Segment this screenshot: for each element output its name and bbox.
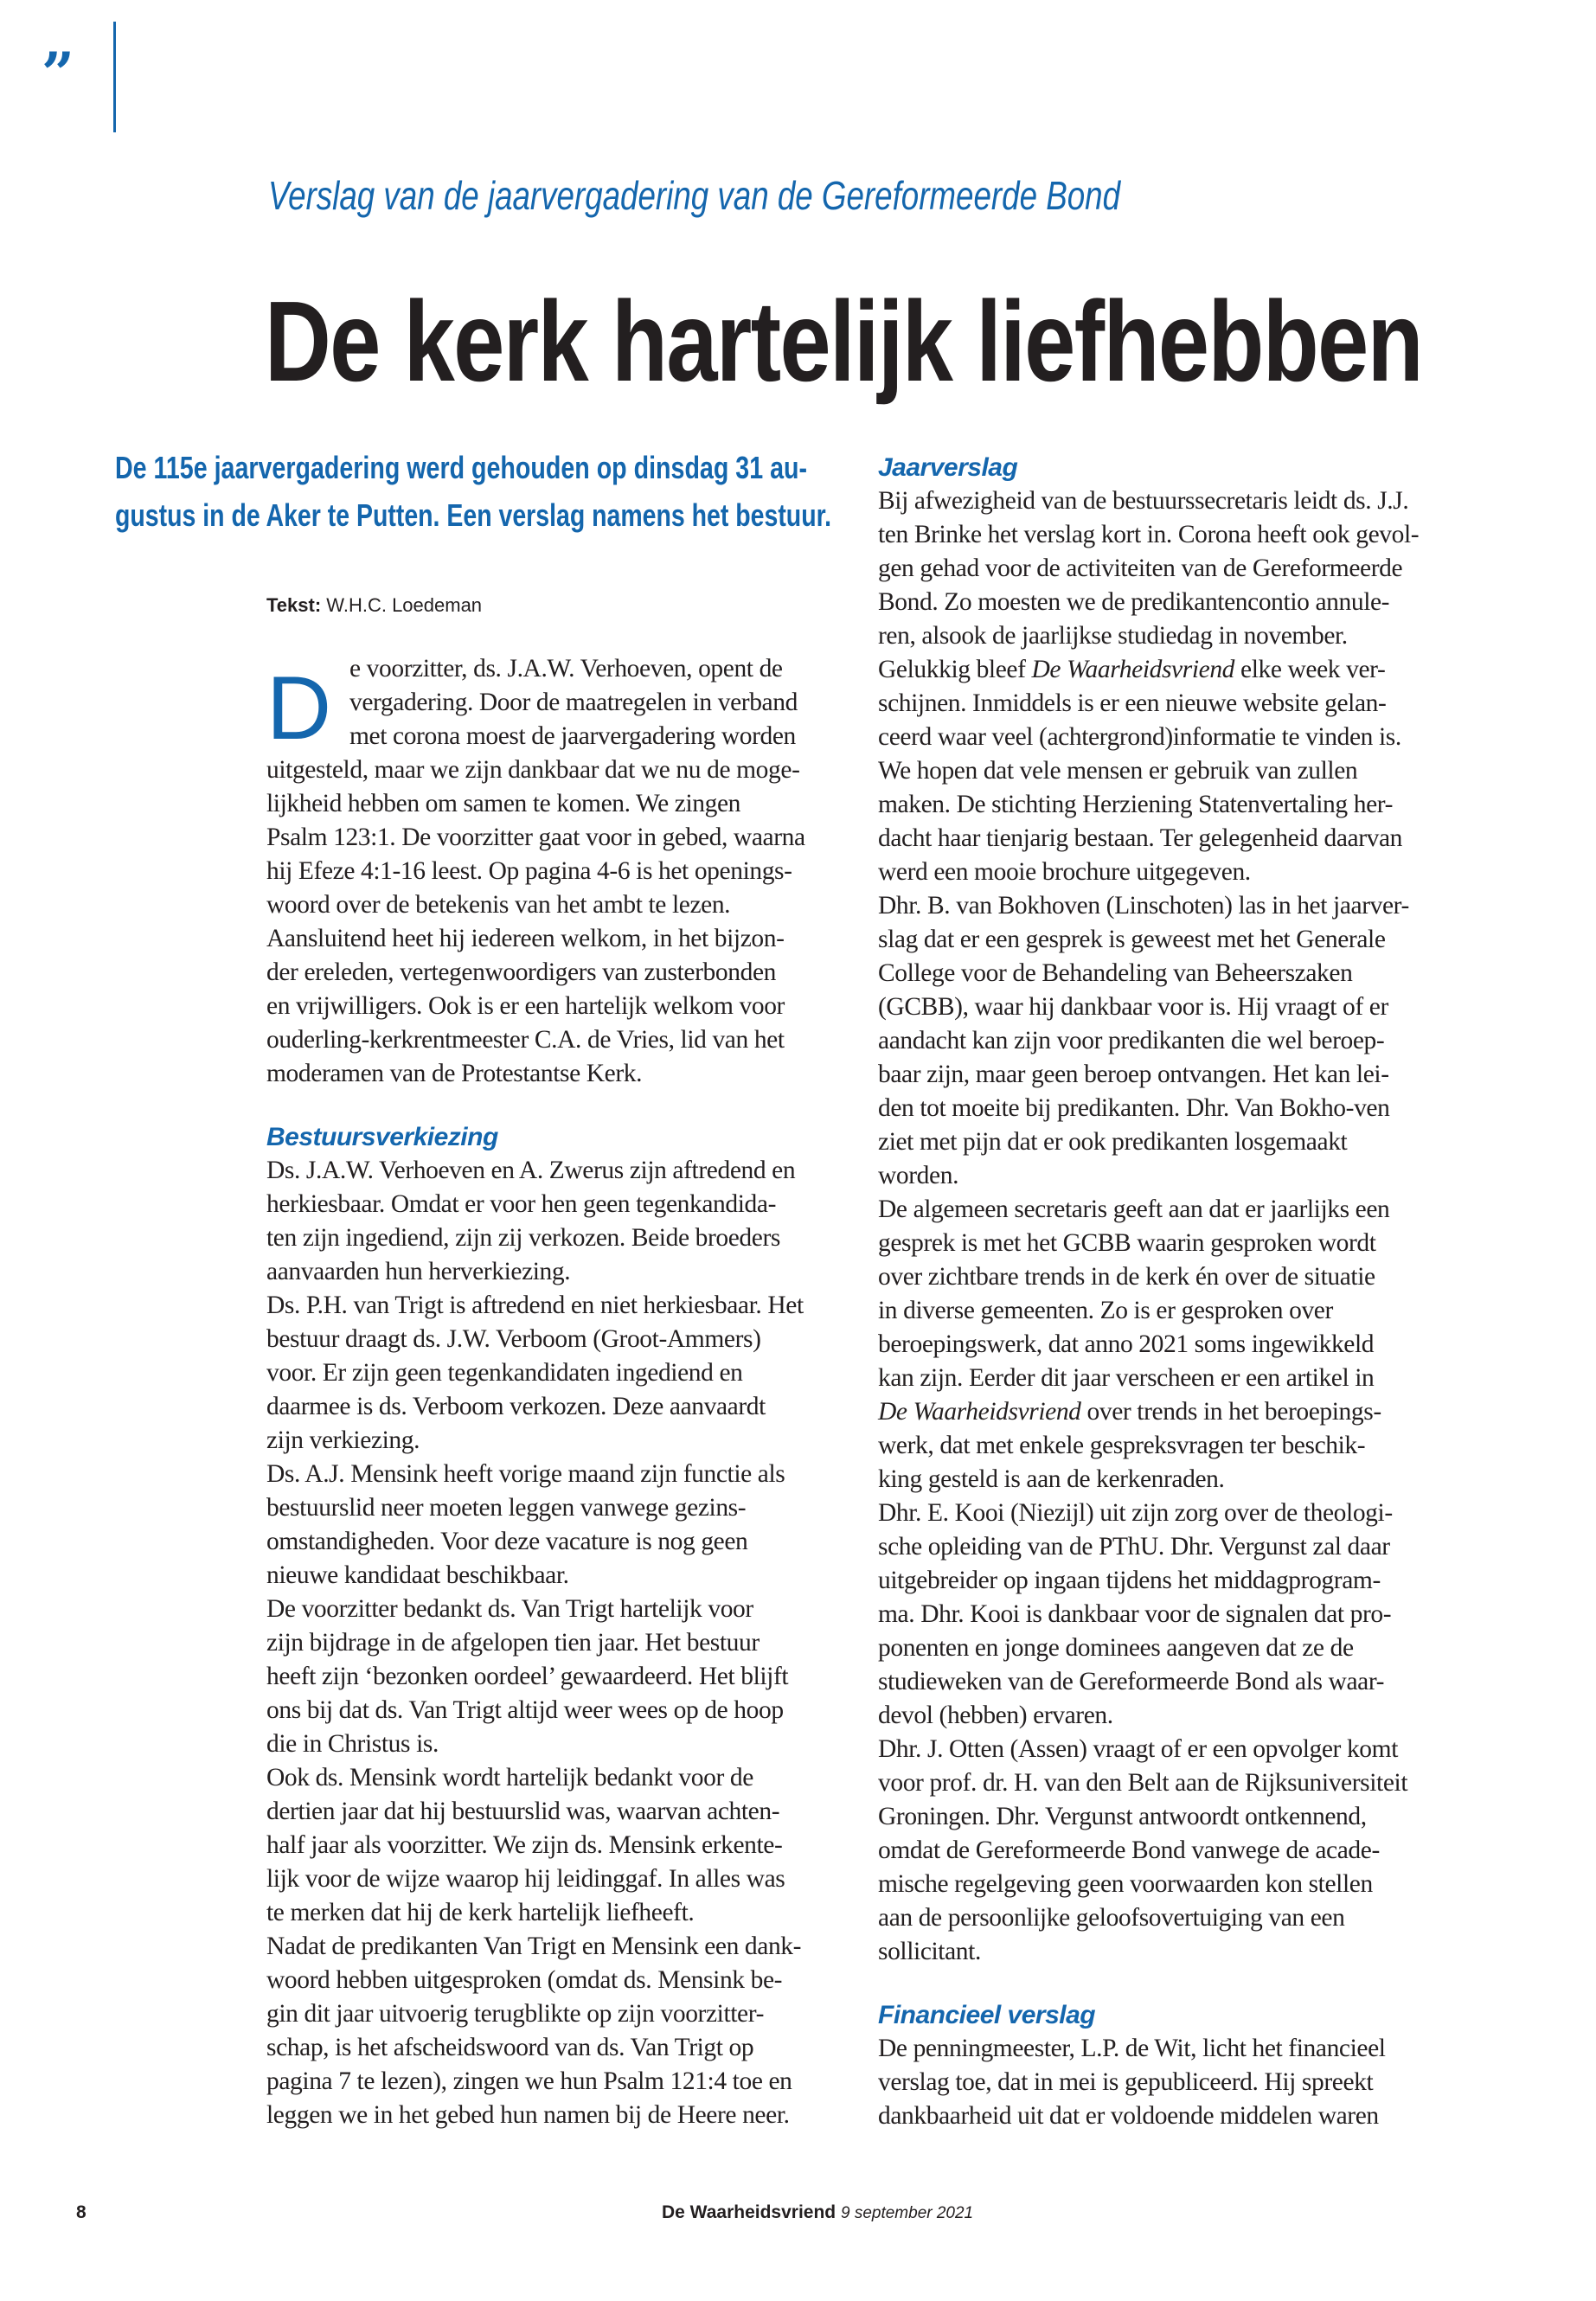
text-line: sche opleiding van de PThU. Dhr. Vergunst zal daar bbox=[878, 1533, 1390, 1561]
text-line: De penningmeester, L.P. de Wit, licht het financieel bbox=[878, 2035, 1386, 2062]
italic-title: De Waarheidsvriend bbox=[1031, 656, 1235, 683]
text-line: baar zijn, maar geen beroep ontvangen. Het kan lei- bbox=[878, 1061, 1389, 1088]
text-line: daarmee is ds. Verboom verkozen. Deze aanvaardt bbox=[266, 1393, 766, 1420]
magazine-name: De Waarheidsvriend bbox=[662, 2202, 836, 2222]
text-line: dertien jaar dat hij bestuurslid was, waarvan achten- bbox=[266, 1798, 780, 1825]
text-line: ten zijn ingediend, zijn zij verkozen. Beide broeders bbox=[266, 1224, 780, 1252]
text-line: ma. Dhr. Kooi is dankbaar voor de signalen dat pro- bbox=[878, 1600, 1392, 1628]
text-line: der ereleden, vertegenwoordigers van zusterbonden bbox=[266, 958, 776, 986]
text-line: Groningen. Dhr. Vergunst antwoordt ontkennend, bbox=[878, 1803, 1367, 1830]
text-line: Bond. Zo moesten we de predikantencontio annule- bbox=[878, 588, 1390, 616]
text-line: voor. Er zijn geen tegenkandidaten ingediend en bbox=[266, 1359, 743, 1387]
text-line: voor prof. dr. H. van den Belt aan de Rijksuniversiteit bbox=[878, 1769, 1408, 1797]
section-heading: Jaarverslag bbox=[878, 453, 1018, 482]
text-line: ponenten en jonge dominees aangeven dat ze de bbox=[878, 1634, 1354, 1662]
text-line: uitgesteld, maar we zijn dankbaar dat we nu de moge- bbox=[266, 756, 800, 784]
text-line: woord hebben uitgesproken (omdat ds. Mensink be- bbox=[266, 1966, 783, 1994]
text-line: devol (hebben) ervaren. bbox=[878, 1702, 1113, 1729]
text-line: mische regelgeving geen voorwaarden kon stellen bbox=[878, 1870, 1373, 1898]
section-heading: Bestuursverkiezing bbox=[266, 1123, 498, 1151]
text-line bbox=[878, 1395, 1466, 1429]
lead-line: De 115e jaarvergadering werd gehouden op dinsdag 31 au- bbox=[115, 450, 807, 485]
text-line: slag dat er een gesprek is geweest met het Generale bbox=[878, 926, 1386, 953]
footer-publication bbox=[662, 2202, 973, 2223]
article-title: De kerk hartelijk liefhebben bbox=[265, 278, 1422, 405]
text-line: moderamen van de Protestantse Kerk. bbox=[266, 1060, 643, 1087]
text-line: dacht haar tienjarig bestaan. Ter gelegenheid daarvan bbox=[878, 824, 1403, 852]
text-line: te merken dat hij de kerk hartelijk liefheeft. bbox=[266, 1899, 695, 1926]
text-line: king gesteld is aan de kerkenraden. bbox=[878, 1465, 1225, 1493]
text-segment: Gelukkig bleef bbox=[878, 656, 1032, 683]
byline bbox=[266, 594, 482, 617]
lead-line: gustus in de Aker te Putten. Een verslag namens het bestuur. bbox=[115, 497, 831, 533]
text-line: in diverse gemeenten. Zo is er gesproken over bbox=[878, 1297, 1333, 1324]
page-number: 8 bbox=[76, 2202, 87, 2222]
intro-paragraph bbox=[266, 652, 855, 1091]
text-line: Ds. P.H. van Trigt is aftredend en niet herkiesbaar. Het bbox=[266, 1292, 804, 1319]
text-line: Ds. J.A.W. Verhoeven en A. Zwerus zijn aftredend en bbox=[266, 1157, 796, 1184]
article-kicker: Verslag van de jaarvergadering van de Gereformeerde Bond bbox=[268, 173, 1120, 218]
text-line: sollicitant. bbox=[878, 1938, 981, 1965]
text-line: studieweken van de Gereformeerde Bond als waar- bbox=[878, 1668, 1385, 1695]
text-line: We hopen dat vele mensen er gebruik van zullen bbox=[878, 757, 1358, 785]
text-line: gesprek is met het GCBB waarin gesproken wordt bbox=[878, 1229, 1376, 1257]
quote-mark-icon: ” bbox=[42, 40, 74, 107]
text-line: pagina 7 te lezen), zingen we hun Psalm 121:4 toe en bbox=[266, 2067, 792, 2095]
text-line: worden. bbox=[878, 1162, 959, 1189]
text-line: Ook ds. Mensink wordt hartelijk bedankt voor de bbox=[266, 1764, 753, 1791]
text-line: aan de persoonlijke geloofsovertuiging van een bbox=[878, 1904, 1345, 1932]
text-line bbox=[878, 653, 1466, 687]
text-line: over zichtbare trends in de kerk én over de situatie bbox=[878, 1263, 1375, 1291]
text-line: met corona moest de jaarvergadering worden bbox=[349, 722, 796, 750]
right-column bbox=[878, 451, 1466, 2133]
text-line: lijk voor de wijze waarop hij leidinggaf. In alles was bbox=[266, 1865, 785, 1893]
section-heading: Financieel verslag bbox=[878, 2001, 1096, 2029]
text-line: uitgebreider op ingaan tijdens het middagprogram- bbox=[878, 1567, 1381, 1594]
text-line: den tot moeite bij predikanten. Dhr. Van Bokho-ven bbox=[878, 1094, 1390, 1122]
text-line: ten Brinke het verslag kort in. Corona heeft ook gevol- bbox=[878, 521, 1420, 548]
text-line: (GCBB), waar hij dankbaar voor is. Hij vraagt of er bbox=[878, 993, 1388, 1021]
text-line: ons bij dat ds. Van Trigt altijd weer wees op de hoop bbox=[266, 1696, 784, 1724]
text-line: bestuur draagt ds. J.W. Verboom (Groot-Ammers) bbox=[266, 1325, 761, 1353]
text-line: en vrijwilligers. Ook is er een hartelijk welkom voor bbox=[266, 992, 785, 1020]
text-line: herkiesbaar. Omdat er voor hen geen tegenkandida- bbox=[266, 1190, 776, 1218]
byline-author: W.H.C. Loedeman bbox=[326, 594, 483, 616]
text-line: dankbaarheid uit dat er voldoende middelen waren bbox=[878, 2102, 1379, 2130]
text-line: ziet met pijn dat er ook predikanten losgemaakt bbox=[878, 1128, 1348, 1156]
text-line: Aansluitend heet hij iedereen welkom, in het bijzon- bbox=[266, 925, 785, 952]
text-line: schijnen. Inmiddels is er een nieuwe website gelan- bbox=[878, 689, 1387, 717]
text-line: College voor de Behandeling van Beheerszaken bbox=[878, 959, 1353, 987]
text-line: e voorzitter, ds. J.A.W. Verhoeven, opent de bbox=[349, 655, 783, 683]
text-line: omdat de Gereformeerde Bond vanwege de acade- bbox=[878, 1836, 1380, 1864]
text-line: De algemeen secretaris geeft aan dat er jaarlijks een bbox=[878, 1195, 1390, 1223]
text-line: hij Efeze 4:1-16 leest. Op pagina 4-6 is het openings- bbox=[266, 857, 792, 885]
text-line: Ds. A.J. Mensink heeft vorige maand zijn functie als bbox=[266, 1460, 785, 1488]
text-line: werd een mooie brochure uitgegeven. bbox=[878, 858, 1251, 886]
text-line: Dhr. J. Otten (Assen) vraagt of er een opvolger komt bbox=[878, 1735, 1398, 1763]
text-line: zijn bijdrage in de afgelopen tien jaar. Het bestuur bbox=[266, 1629, 760, 1657]
text-line: lijkheid hebben om samen te komen. We zingen bbox=[266, 790, 741, 817]
text-line: aanvaarden hun herverkiezing. bbox=[266, 1258, 571, 1285]
text-line: Bij afwezigheid van de bestuurssecretaris leidt ds. J.J. bbox=[878, 487, 1409, 515]
text-line: maken. De stichting Herziening Statenvertaling her- bbox=[878, 791, 1394, 818]
issue-date: 9 september 2021 bbox=[840, 2204, 974, 2222]
text-line: ouderling-kerkrentmeester C.A. de Vries, lid van het bbox=[266, 1026, 785, 1054]
byline-label: Tekst: bbox=[266, 594, 322, 616]
text-line: vergadering. Door de maatregelen in verband bbox=[349, 689, 798, 716]
text-line: gin dit jaar uitvoerig terugblikte op zijn voorzitter- bbox=[266, 2000, 765, 2028]
text-line: kan zijn. Eerder dit jaar verscheen er een artikel in bbox=[878, 1364, 1375, 1392]
text-line: Psalm 123:1. De voorzitter gaat voor in gebed, waarna bbox=[266, 824, 805, 851]
text-line: aandacht kan zijn voor predikanten die wel beroep- bbox=[878, 1027, 1385, 1054]
text-line: half jaar als voorzitter. We zijn ds. Mensink erkente- bbox=[266, 1831, 783, 1859]
text-line: gen gehad voor de activiteiten van de Gereformeerde bbox=[878, 554, 1403, 582]
text-line: Nadat de predikanten Van Trigt en Mensink een dank- bbox=[266, 1932, 802, 1960]
text-line: woord over de betekenis van het ambt te lezen. bbox=[266, 891, 731, 919]
drop-cap: D bbox=[266, 658, 332, 759]
text-line: ren, alsook de jaarlijkse studiedag in november. bbox=[878, 622, 1348, 650]
text-line: die in Christus is. bbox=[266, 1730, 439, 1758]
text-line: ceerd waar veel (achtergrond)informatie te vinden is. bbox=[878, 723, 1401, 751]
text-line: leggen we in het gebed hun namen bij de Heere neer. bbox=[266, 2101, 790, 2129]
text-line: schap, is het afscheidswoord van ds. Van Trigt op bbox=[266, 2034, 754, 2061]
text-line: Dhr. E. Kooi (Niezijl) uit zijn zorg over de theologi- bbox=[878, 1499, 1393, 1527]
text-line: Dhr. B. van Bokhoven (Linschoten) las in het jaarver- bbox=[878, 892, 1409, 920]
text-line: nieuwe kandidaat beschikbaar. bbox=[266, 1561, 569, 1589]
text-segment: elke week ver- bbox=[1234, 656, 1386, 683]
text-line: werk, dat met enkele gespreksvragen ter beschik- bbox=[878, 1432, 1366, 1459]
vertical-accent-line bbox=[113, 22, 116, 132]
text-line: zijn verkiezing. bbox=[266, 1426, 420, 1454]
text-line: omstandigheden. Voor deze vacature is nog geen bbox=[266, 1528, 748, 1555]
text-line: beroepingswerk, dat anno 2021 soms ingewikkeld bbox=[878, 1330, 1375, 1358]
italic-title: De Waarheidsvriend bbox=[878, 1398, 1081, 1426]
text-line: De voorzitter bedankt ds. Van Trigt hartelijk voor bbox=[266, 1595, 753, 1623]
text-line: bestuurslid neer moeten leggen vanwege gezins- bbox=[266, 1494, 747, 1522]
text-line: heeft zijn ‘bezonken oordeel’ gewaardeerd. Het blijft bbox=[266, 1663, 789, 1690]
text-line: verslag toe, dat in mei is gepubliceerd. Hij spreekt bbox=[878, 2068, 1374, 2096]
left-column bbox=[266, 652, 855, 2132]
text-segment: over trends in het beroepings- bbox=[1080, 1398, 1381, 1426]
